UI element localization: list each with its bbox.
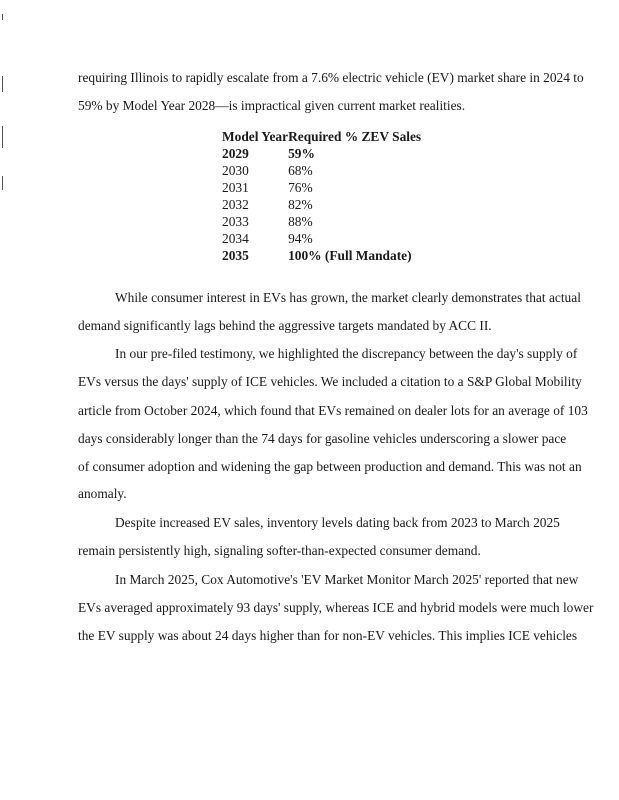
paragraph-2-line-1: In our pre-filed testimony, we highlighted the discrepancy between the day's supply of	[115, 346, 578, 361]
intro-line-2: 59% by Model Year 2028—is impractical given current market realities.	[78, 98, 466, 113]
zev-sales-table	[222, 128, 421, 264]
intro-line-1: requiring Illinois to rapidly escalate from a 7.6% electric vehicle (EV) market share in 2024 to	[78, 70, 584, 85]
table-row	[222, 196, 421, 213]
margin-mark	[2, 126, 3, 148]
table-cell-year: 2033	[222, 214, 249, 229]
table-cell-percent: 100% (Full Mandate)	[288, 248, 412, 263]
table-cell-year: 2029	[222, 146, 249, 161]
paragraph-3-line-2: remain persistently high, signaling softer-than-expected consumer demand.	[78, 543, 481, 558]
paragraph-2-line-6: anomaly.	[78, 486, 127, 501]
paragraph-3-line-1: Despite increased EV sales, inventory levels dating back from 2023 to March 2025	[115, 515, 560, 530]
margin-mark	[2, 14, 3, 20]
paragraph-4-line-3: the EV supply was about 24 days higher than for non-EV vehicles. This implies ICE vehicles	[78, 628, 578, 643]
table-header-row	[222, 128, 421, 145]
column-header-required-zev: Required % ZEV Sales	[288, 129, 422, 144]
paragraph-2-line-5: of consumer adoption and widening the gap between production and demand. This was not an	[78, 459, 582, 474]
table-cell-percent: 94%	[288, 231, 313, 246]
table-cell-year: 2034	[222, 231, 249, 246]
table-row	[222, 230, 421, 247]
paragraph-2-line-4: days considerably longer than the 74 days for gasoline vehicles underscoring a slower pace	[78, 431, 567, 446]
paragraph-4-line-1: In March 2025, Cox Automotive's 'EV Market Monitor March 2025' reported that new	[115, 572, 579, 587]
table-row	[222, 213, 421, 230]
table-cell-year: 2032	[222, 197, 249, 212]
paragraph-1-line-1: While consumer interest in EVs has grown, the market clearly demonstrates that actual	[115, 290, 581, 305]
table-cell-percent: 82%	[288, 197, 313, 212]
table-row	[222, 247, 421, 264]
table-cell-percent: 59%	[288, 146, 315, 161]
margin-mark	[2, 176, 3, 190]
table-row	[222, 179, 421, 196]
paragraph-1-line-2: demand significantly lags behind the aggressive targets mandated by ACC II.	[78, 318, 492, 333]
table-cell-year: 2035	[222, 248, 249, 263]
table-cell-year: 2030	[222, 163, 249, 178]
paragraph-2-line-3: article from October 2024, which found that EVs remained on dealer lots for an average of 103	[78, 403, 588, 418]
table-row	[222, 145, 421, 162]
paragraph-4-line-2: EVs averaged approximately 93 days' supply, whereas ICE and hybrid models were much lower	[78, 600, 594, 615]
table-cell-percent: 76%	[288, 180, 313, 195]
margin-mark	[2, 76, 3, 92]
table-cell-year: 2031	[222, 180, 249, 195]
table-cell-percent: 88%	[288, 214, 313, 229]
paragraph-2-line-2: EVs versus the days' supply of ICE vehicles. We included a citation to a S&P Global Mobility	[78, 374, 582, 389]
table-cell-percent: 68%	[288, 163, 313, 178]
column-header-model-year: Model Year	[222, 129, 289, 144]
table-row	[222, 162, 421, 179]
